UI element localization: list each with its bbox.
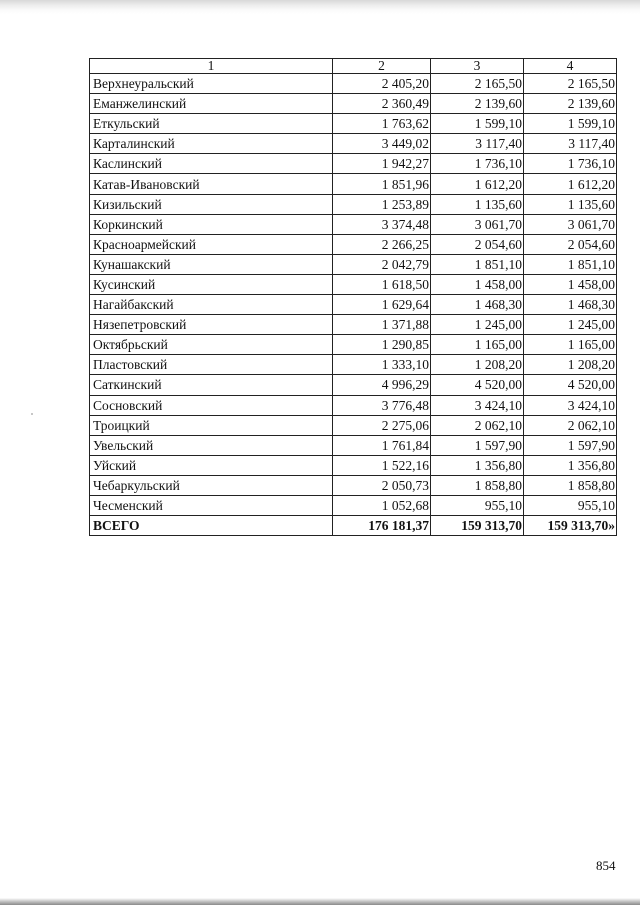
value-cell-col2: 1 942,27 xyxy=(333,154,431,174)
district-name-cell: Увельский xyxy=(90,435,333,455)
column-header-3: 3 xyxy=(431,59,524,74)
district-name-cell: Кунашакский xyxy=(90,254,333,274)
value-cell-col4: 1 208,20 xyxy=(524,355,617,375)
table-row xyxy=(90,134,617,154)
value-cell-col4: 2 139,60 xyxy=(524,94,617,114)
total-label-cell: ВСЕГО xyxy=(90,516,333,536)
value-cell-col3: 1 599,10 xyxy=(431,114,524,134)
district-name-cell: Троицкий xyxy=(90,415,333,435)
value-cell-col4: 1 458,00 xyxy=(524,274,617,294)
value-cell-col2: 2 050,73 xyxy=(333,475,431,495)
district-name-cell: Кусинский xyxy=(90,274,333,294)
value-cell-col3: 1 612,20 xyxy=(431,174,524,194)
value-cell-col2: 3 449,02 xyxy=(333,134,431,154)
value-cell-col4: 4 520,00 xyxy=(524,375,617,395)
value-cell-col3: 3 117,40 xyxy=(431,134,524,154)
value-cell-col2: 3 776,48 xyxy=(333,395,431,415)
district-name-cell: Чебаркульский xyxy=(90,475,333,495)
value-cell-col2: 1 371,88 xyxy=(333,315,431,335)
scan-speck xyxy=(31,413,33,415)
value-cell-col2: 2 042,79 xyxy=(333,254,431,274)
scan-top-shadow xyxy=(0,0,640,14)
district-name-cell: Кизильский xyxy=(90,194,333,214)
data-table xyxy=(89,58,617,536)
value-cell-col2: 1 522,16 xyxy=(333,455,431,475)
value-cell-col3: 1 356,80 xyxy=(431,455,524,475)
table-row xyxy=(90,375,617,395)
value-cell-col4: 955,10 xyxy=(524,495,617,515)
value-cell-col4: 1 135,60 xyxy=(524,194,617,214)
district-name-cell: Верхнеуральский xyxy=(90,74,333,94)
value-cell-col3: 3 424,10 xyxy=(431,395,524,415)
table-row xyxy=(90,475,617,495)
value-cell-col2: 1 290,85 xyxy=(333,335,431,355)
table-body xyxy=(90,74,617,536)
table-row xyxy=(90,214,617,234)
district-name-cell: Сосновский xyxy=(90,395,333,415)
value-cell-col4: 2 062,10 xyxy=(524,415,617,435)
column-header-2: 2 xyxy=(333,59,431,74)
value-cell-col4: 1 851,10 xyxy=(524,254,617,274)
table-row xyxy=(90,395,617,415)
district-name-cell: Еткульский xyxy=(90,114,333,134)
value-cell-col4: 1 612,20 xyxy=(524,174,617,194)
page-number: 854 xyxy=(596,858,616,873)
scan-bottom-shadow xyxy=(0,898,640,905)
value-cell-col2: 1 253,89 xyxy=(333,194,431,214)
district-name-cell: Октябрьский xyxy=(90,335,333,355)
value-cell-col2: 2 275,06 xyxy=(333,415,431,435)
value-cell-col2: 1 333,10 xyxy=(333,355,431,375)
table-row xyxy=(90,114,617,134)
table-row xyxy=(90,74,617,94)
total-value-cell-col3: 159 313,70 xyxy=(431,516,524,536)
value-cell-col2: 3 374,48 xyxy=(333,214,431,234)
column-header-4: 4 xyxy=(524,59,617,74)
value-cell-col2: 1 618,50 xyxy=(333,274,431,294)
district-name-cell: Чесменский xyxy=(90,495,333,515)
value-cell-col4: 2 165,50 xyxy=(524,74,617,94)
table-row xyxy=(90,234,617,254)
value-cell-col3: 1 245,00 xyxy=(431,315,524,335)
total-value-cell-col4: 159 313,70» xyxy=(524,516,617,536)
district-name-cell: Уйский xyxy=(90,455,333,475)
total-row xyxy=(90,516,617,536)
value-cell-col3: 2 165,50 xyxy=(431,74,524,94)
column-header-1: 1 xyxy=(90,59,333,74)
table-row xyxy=(90,295,617,315)
table-row xyxy=(90,174,617,194)
value-cell-col3: 1 851,10 xyxy=(431,254,524,274)
value-cell-col4: 1 245,00 xyxy=(524,315,617,335)
value-cell-col3: 1 208,20 xyxy=(431,355,524,375)
value-cell-col4: 3 424,10 xyxy=(524,395,617,415)
district-name-cell: Саткинский xyxy=(90,375,333,395)
district-name-cell: Пластовский xyxy=(90,355,333,375)
value-cell-col3: 4 520,00 xyxy=(431,375,524,395)
value-cell-col3: 2 054,60 xyxy=(431,234,524,254)
table-row xyxy=(90,315,617,335)
value-cell-col3: 2 139,60 xyxy=(431,94,524,114)
value-cell-col4: 1 597,90 xyxy=(524,435,617,455)
value-cell-col3: 1 858,80 xyxy=(431,475,524,495)
value-cell-col2: 1 052,68 xyxy=(333,495,431,515)
table-row xyxy=(90,415,617,435)
value-cell-col4: 1 599,10 xyxy=(524,114,617,134)
table-row xyxy=(90,435,617,455)
value-cell-col2: 1 761,84 xyxy=(333,435,431,455)
district-name-cell: Красноармейский xyxy=(90,234,333,254)
district-name-cell: Карталинский xyxy=(90,134,333,154)
value-cell-col3: 1 597,90 xyxy=(431,435,524,455)
value-cell-col4: 1 736,10 xyxy=(524,154,617,174)
table-row xyxy=(90,455,617,475)
value-cell-col2: 1 851,96 xyxy=(333,174,431,194)
value-cell-col3: 1 468,30 xyxy=(431,295,524,315)
table-row xyxy=(90,335,617,355)
value-cell-col3: 955,10 xyxy=(431,495,524,515)
header-row xyxy=(90,59,617,74)
value-cell-col2: 1 763,62 xyxy=(333,114,431,134)
value-cell-col4: 2 054,60 xyxy=(524,234,617,254)
total-value-cell-col2: 176 181,37 xyxy=(333,516,431,536)
value-cell-col3: 1 165,00 xyxy=(431,335,524,355)
value-cell-col4: 3 117,40 xyxy=(524,134,617,154)
table-row xyxy=(90,495,617,515)
value-cell-col3: 2 062,10 xyxy=(431,415,524,435)
value-cell-col2: 2 405,20 xyxy=(333,74,431,94)
value-cell-col2: 1 629,64 xyxy=(333,295,431,315)
district-name-cell: Катав-Ивановский xyxy=(90,174,333,194)
value-cell-col2: 4 996,29 xyxy=(333,375,431,395)
value-cell-col4: 1 858,80 xyxy=(524,475,617,495)
value-cell-col2: 2 266,25 xyxy=(333,234,431,254)
table-header xyxy=(90,59,617,74)
value-cell-col3: 1 458,00 xyxy=(431,274,524,294)
value-cell-col4: 1 468,30 xyxy=(524,295,617,315)
district-name-cell: Коркинский xyxy=(90,214,333,234)
table-row xyxy=(90,274,617,294)
table-row xyxy=(90,94,617,114)
district-name-cell: Каслинский xyxy=(90,154,333,174)
value-cell-col3: 3 061,70 xyxy=(431,214,524,234)
value-cell-col4: 1 356,80 xyxy=(524,455,617,475)
district-name-cell: Нагайбакский xyxy=(90,295,333,315)
value-cell-col2: 2 360,49 xyxy=(333,94,431,114)
table-row xyxy=(90,154,617,174)
district-name-cell: Нязепетровский xyxy=(90,315,333,335)
value-cell-col4: 1 165,00 xyxy=(524,335,617,355)
table-row xyxy=(90,254,617,274)
district-name-cell: Еманжелинский xyxy=(90,94,333,114)
value-cell-col3: 1 135,60 xyxy=(431,194,524,214)
value-cell-col3: 1 736,10 xyxy=(431,154,524,174)
value-cell-col4: 3 061,70 xyxy=(524,214,617,234)
table-row xyxy=(90,355,617,375)
table-row xyxy=(90,194,617,214)
